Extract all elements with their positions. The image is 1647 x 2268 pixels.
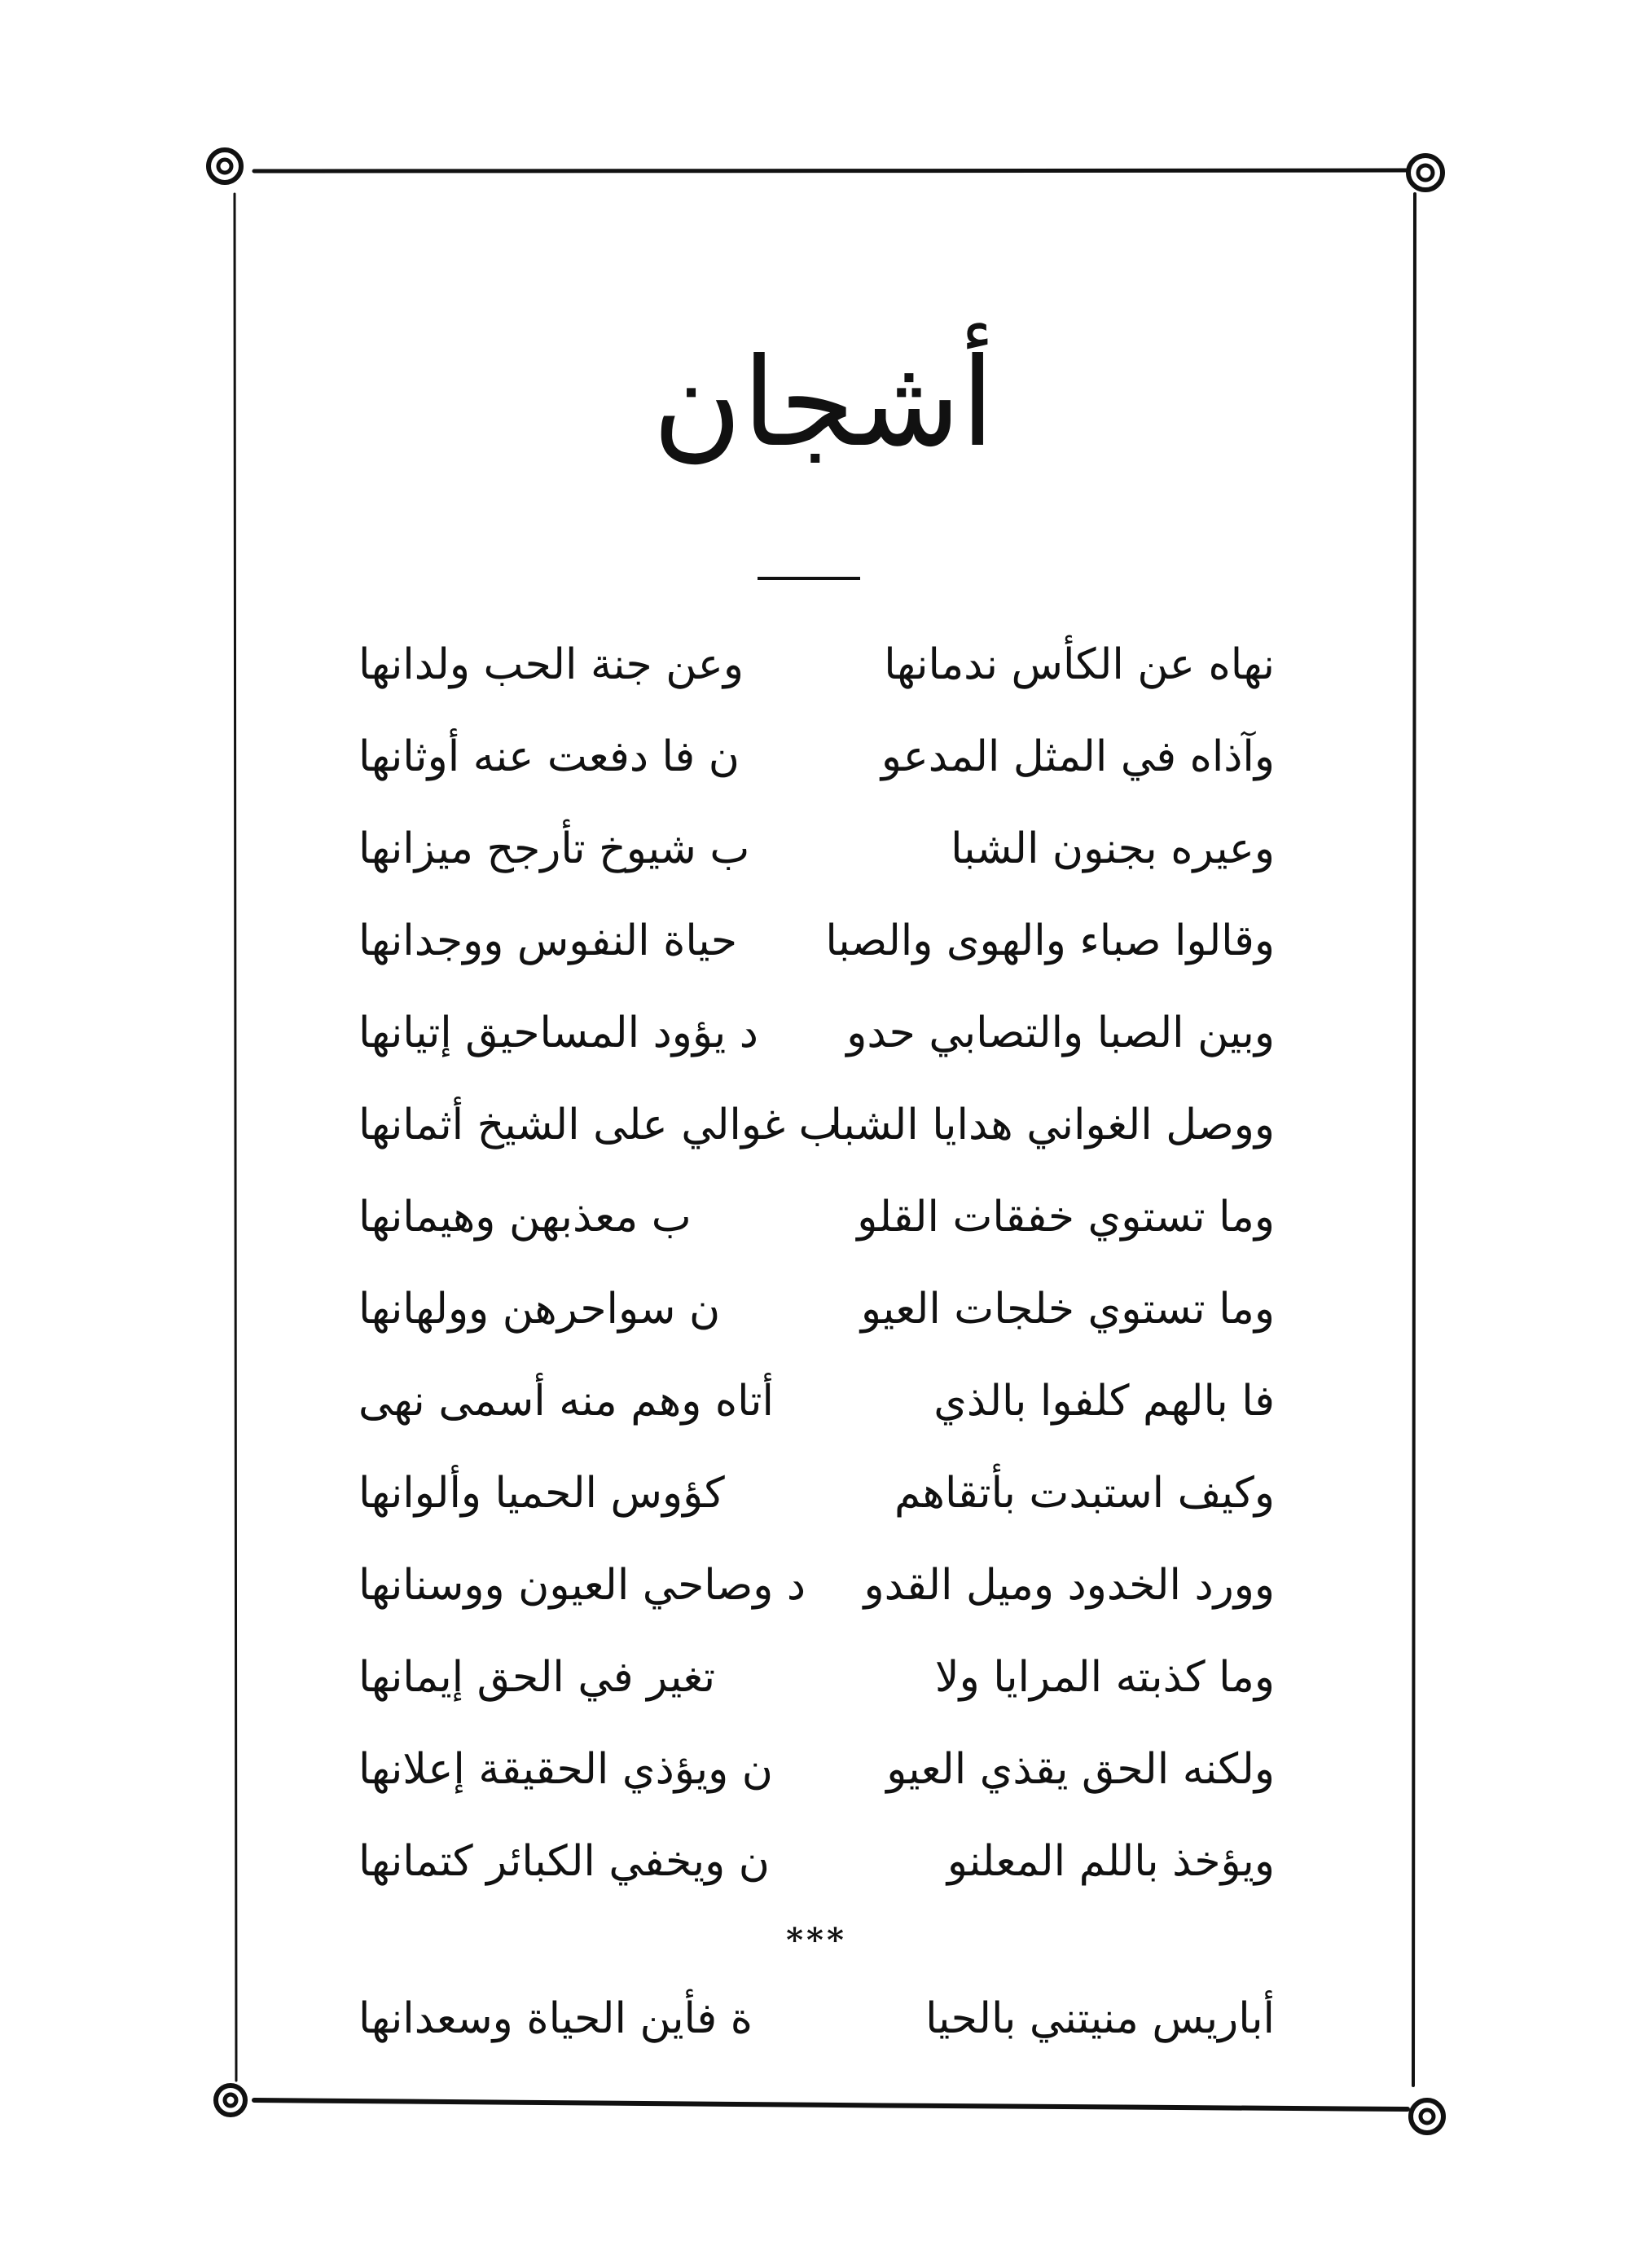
verse-line — [358, 803, 1275, 895]
verse-first-hemistich: فا بالهم كلفوا بالذي — [933, 1377, 1275, 1426]
verse-line — [358, 1079, 1275, 1171]
verse-second-hemistich: تغير في الحق إيمانها — [358, 1653, 716, 1702]
verse-second-hemistich: ب غوالي على الشيخ أثمانها — [358, 1101, 839, 1149]
verse-first-hemistich: وما تستوي خفقات القلو — [857, 1193, 1275, 1242]
verse-second-hemistich: ن ويؤذي الحقيقة إعلانها — [358, 1745, 773, 1794]
verse-line — [358, 619, 1275, 711]
verse-first-hemistich: ولكنه الحق يقذي العيو — [886, 1745, 1275, 1794]
corner-ornament-bottom-left — [216, 2086, 245, 2115]
verse-second-hemistich: ن فا دفعت عنه أوثانها — [358, 732, 740, 781]
verse-line — [358, 1448, 1275, 1540]
verse-first-hemistich: وما كذبته المرايا ولا — [934, 1653, 1275, 1702]
verse-first-hemistich: ويؤخذ باللم المعلنو — [946, 1837, 1275, 1886]
verse-second-hemistich: د يؤود المساحيق إتيانها — [358, 1009, 758, 1057]
corner-ornament-top-right — [1408, 156, 1443, 190]
verse-line — [358, 1973, 1275, 2065]
verse-line — [358, 1356, 1275, 1448]
verse-line — [358, 1816, 1275, 1908]
verse-first-hemistich: نهاه عن الكأس ندمانها — [884, 640, 1275, 689]
verse-first-hemistich: وكيف استبدت بأتقاهم — [894, 1469, 1275, 1518]
verse-first-hemistich: وعيره بجنون الشبا — [951, 824, 1275, 873]
verse-line — [358, 1540, 1275, 1632]
title-divider — [758, 577, 860, 580]
verse-first-hemistich: وورد الخدود وميل القدو — [863, 1561, 1275, 1610]
verse-first-hemistich: وقالوا صباء والهوى والصبا — [825, 916, 1275, 965]
poem-title: أشجان — [652, 332, 995, 474]
verse-second-hemistich: ب معذبهن وهيمانها — [358, 1193, 692, 1242]
verse-second-hemistich: ن سواحرهن وولهانها — [358, 1285, 721, 1334]
verse-second-hemistich: كؤوس الحميا وألوانها — [358, 1469, 725, 1518]
poem-body — [358, 619, 1275, 2065]
verse-line — [358, 895, 1275, 987]
verse-first-hemistich: وما تستوي خلجات العيو — [860, 1285, 1275, 1334]
verse-second-hemistich: د وصاحي العيون ووسنانها — [358, 1561, 806, 1610]
verse-line — [358, 1724, 1275, 1816]
verse-line — [358, 711, 1275, 803]
verse-second-hemistich: ن ويخفي الكبائر كتمانها — [358, 1837, 770, 1886]
verse-line — [358, 1264, 1275, 1356]
verse-line — [358, 1632, 1275, 1724]
verse-second-hemistich: أتاه وهم منه أسمى نهى — [358, 1377, 774, 1426]
verse-second-hemistich: ب شيوخ تأرجح ميزانها — [358, 824, 750, 873]
corner-ornament-top-left — [209, 150, 241, 182]
verse-line — [358, 987, 1275, 1079]
section-separator: *** — [786, 1921, 847, 1959]
verse-first-hemistich: وآذاه في المثل المدعو — [881, 732, 1275, 781]
verse-line — [358, 1171, 1275, 1264]
verse-first-hemistich: أباريس منيتني بالحيا — [925, 1994, 1275, 2043]
verse-first-hemistich: ووصل الغواني هدايا الشبا — [830, 1101, 1275, 1149]
verse-second-hemistich: حياة النفوس ووجدانها — [358, 916, 738, 965]
corner-ornament-bottom-right — [1411, 2100, 1443, 2133]
verse-second-hemistich: وعن جنة الحب ولدانها — [358, 640, 744, 689]
verse-first-hemistich: وبين الصبا والتصابي حدو — [846, 1009, 1275, 1057]
verse-second-hemistich: ة فأين الحياة وسعدانها — [358, 1994, 753, 2043]
